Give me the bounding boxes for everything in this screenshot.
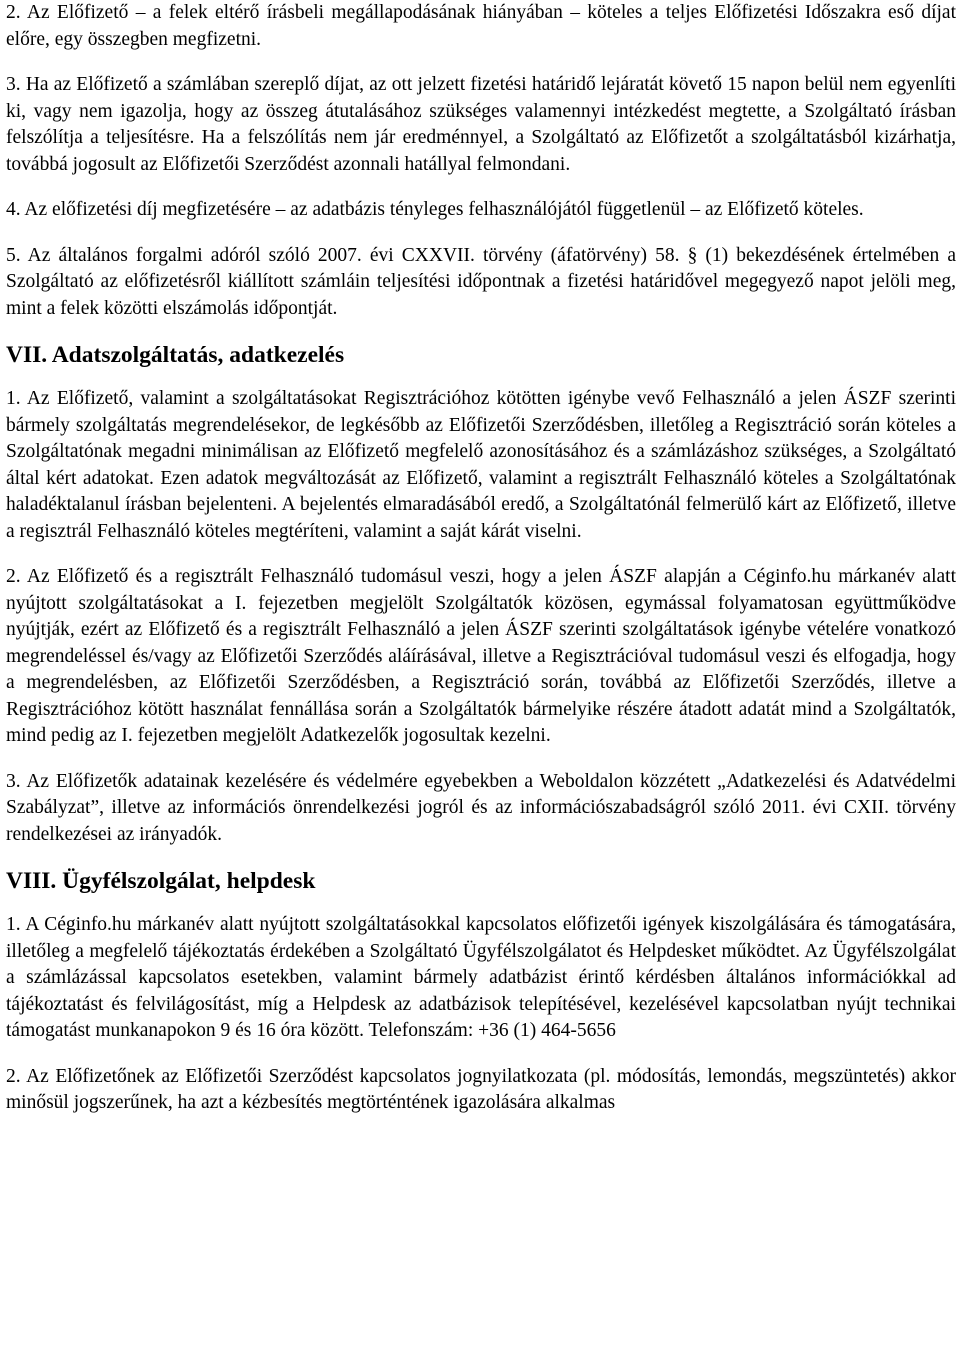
section-heading-vii: VII. Adatszolgáltatás, adatkezelés [6,342,345,368]
section-heading-viii: VIII. Ügyfélszolgálat, helpdesk [6,868,316,894]
document-page [6,0,956,1117]
paragraph-vii-1: 1. Az Előfizető, valamint a szolgáltatásokat Regisztrációhoz kötötten igénybe vevő Felhasználó a jelen ÁSZF szerinti bármely szolgáltatás megrendelésekor, de legkésőbb az Előfizetői Szerződésben, illetőleg a Regisztráció során köteles a Szolgáltatónak megadni minimálisan az Előfizető megfelelő azonosításához és a számlázáshoz szükséges, a Szolgáltató által kért adatokat. Ezen adatok megváltozását az Előfizető, valamint a regisztrált Felhasználó köteles a Szolgáltatónak haladéktalanul írásban bejelenteni. A bejelentés elmaradásából eredő, a Szolgáltatónál felmerülő kárt az Előfizető, illetve a regisztrál Felhasználó köteles megtéríteni, valamint a saját kárát viselni. [6,388,956,542]
paragraph-vii-3: 3. Az Előfizetők adatainak kezelésére és védelmére egyebekben a Weboldalon közzétett „Adatkezelési és Adatvédelmi Szabályzat”, illetve az információs önrendelkezési jogról és az információszabadságról szóló 2011. évi CXII. törvény rendelkezései az irányadók. [6,770,956,845]
paragraph-5: 5. Az általános forgalmi adóról szóló 2007. évi CXXVII. törvény (áfatörvény) 58. § (1) bekezdésének értelmében a Szolgáltató az előfizetésről kiállított számláin teljesítési időpontnak a fizetési határidővel megegyező napot jelöli meg, mint a felek közötti elszámolás időpontját. [6,244,956,319]
paragraph-viii-1: 1. A Céginfo.hu márkanév alatt nyújtott szolgáltatásokkal kapcsolatos előfizetői igények kiszolgálására és támogatására, illetőleg a megfelelő tájékoztatás érdekében a Szolgáltató Ügyfélszolgálatot és Helpdesket működtet. Az Ügyfélszolgálat a számlázással kapcsolatos esetekben, valamint bármely adatbázist érintő kérdésben általános információkkal ad tájékoztatást és felvilágosítást, míg a Helpdesk az adatbázisok telepítésével, kezelésével kapcsolatban nyújt technikai támogatást munkanapokon 9 és 16 óra között. Telefonszám: +36 (1) 464-5656 [6,914,956,1041]
paragraph-4: 4. Az előfizetési díj megfizetésére – az adatbázis tényleges felhasználójától függetlenül – az Előfizető köteles. [6,199,864,220]
paragraph-viii-2: 2. Az Előfizetőnek az Előfizetői Szerződést kapcsolatos jognyilatkozata (pl. módosítás, lemondás, megszüntetés) akkor minősül jogszerűnek, ha azt a kézbesítés megtörténtének igazolására alkalmas [6,1065,956,1113]
paragraph-3: 3. Ha az Előfizető a számlában szereplő díjat, az ott jelzett fizetési határidő lejáratát követő 15 napon belül nem egyenlíti ki, vagy nem igazolja, hogy az összeg átutalásához szükséges valamennyi intézkedést megtette, a Szolgáltató írásban felszólítja a teljesítésre. Ha a felszólítás nem jár eredménnyel, a Szolgáltató az Előfizetőt a szolgáltatásból kizárhatja, továbbá jogosult az Előfizetői Szerződést azonnali hatállyal felmondani. [6,74,956,175]
paragraph-2: 2. Az Előfizető – a felek eltérő írásbeli megállapodásának hiányában – köteles a teljes Előfizetési Időszakra eső díjat előre, egy összegben megfizetni. [6,2,956,50]
paragraph-vii-2: 2. Az Előfizető és a regisztrált Felhasználó tudomásul veszi, hogy a jelen ÁSZF alapján a Céginfo.hu márkanév alatt nyújtott szolgáltatásokat a I. fejezetben megjelölt Szolgáltatók közösen, egymással folyamatosan együttműködve nyújtják, ezért az Előfizető és a regisztrált Felhasználó a jelen ÁSZF szerinti szolgáltatások igénybe vételére vonatkozó megrendeléssel és/vagy az Előfizetői Szerződés aláírásával, illetve a Regisztrációval tudomásul veszi és elfogadja, hogy a megrendelésben, az Előfizetői Szerződésben, a Regisztráció során, továbbá az Előfizetői Szerződés, illetve a Regisztrációhoz kötött használat fennállása során a Szolgáltatók bármelyike részére átadott adatát mind a Szolgáltatók, mind pedig az I. fejezetben megjelölt Adatkezelők jogosultak kezelni. [6,566,956,746]
